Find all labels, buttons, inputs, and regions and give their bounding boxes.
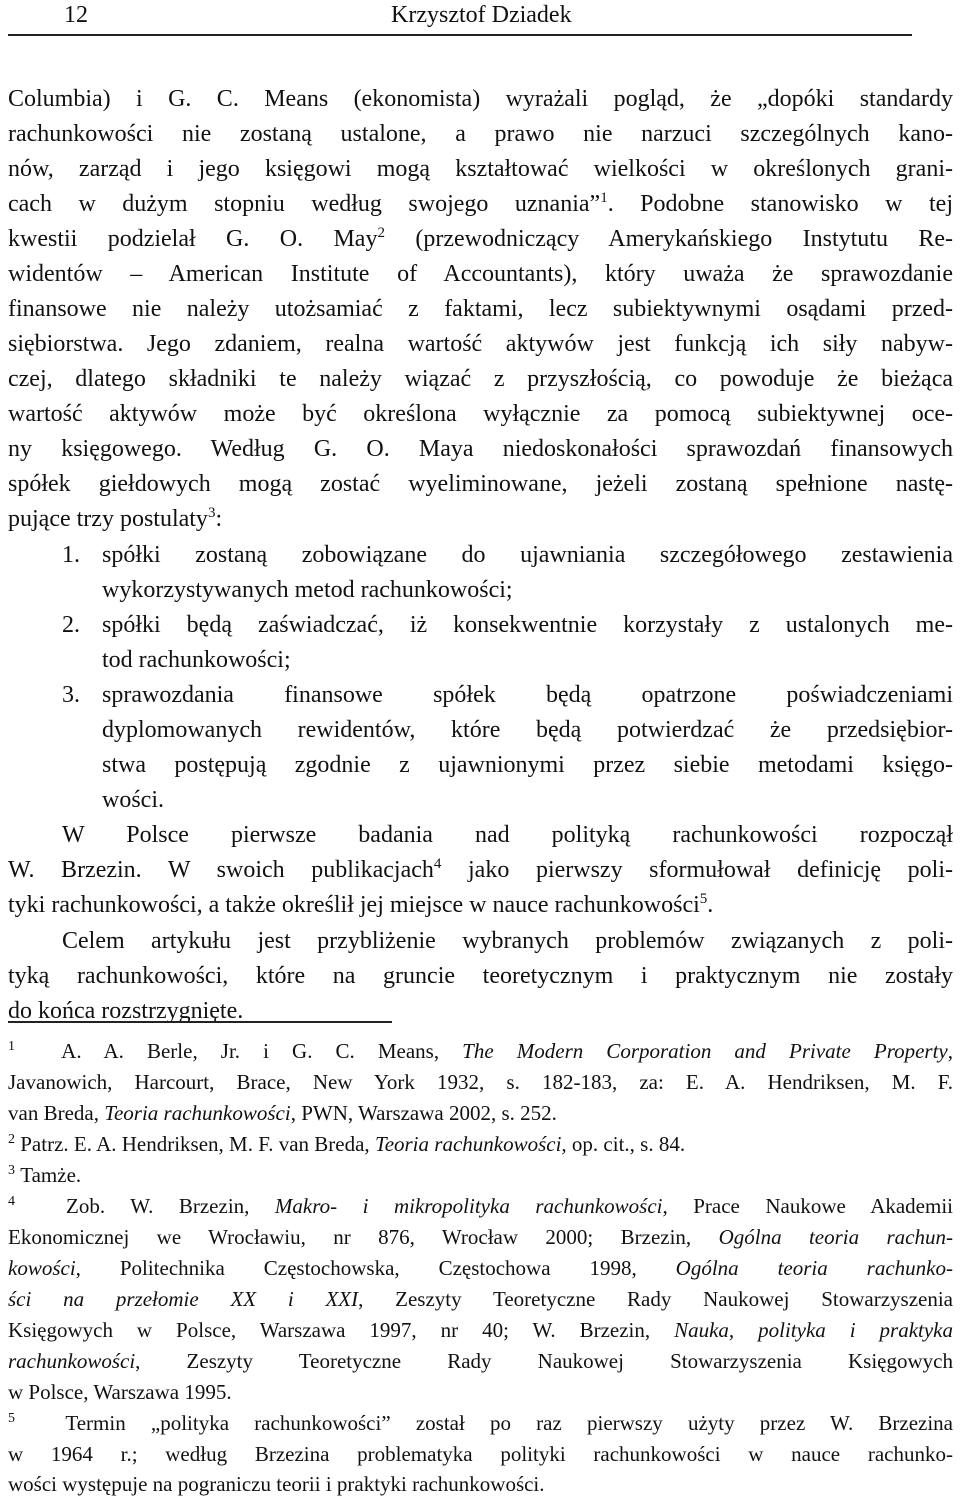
body-line: rachunkowości nie zostaną ustalone, a prawo nie narzuci szczególnych kano- — [8, 121, 953, 147]
body-line: siębiorstwa. Jego zdaniem, realna wartość aktywów jest funkcją ich siły nabyw- — [8, 331, 953, 357]
footnote-line: wości występuje na pograniczu teorii i praktyki rachunkowości. — [8, 1472, 545, 1496]
text-span: , Prace Naukowe Akademii — [662, 1194, 954, 1218]
list-number: 1. — [62, 542, 80, 568]
footnote-line — [8, 1253, 953, 1283]
text-span: , — [947, 1039, 953, 1063]
list-item-line: stwa postępują zgodnie z ujawnionymi przez siebie metodami księgo- — [102, 752, 953, 778]
footnote-ref-1[interactable]: 1 — [600, 190, 608, 206]
body-line: wartość aktywów może być określona wyłącznie za pomocą subiektywnej oce- — [8, 401, 953, 427]
footnote-ref-4[interactable]: 4 — [433, 856, 442, 872]
list-item-line: wości. — [102, 787, 164, 813]
text-span: , Zeszyty Teoretyczne Rady Naukowej Stowarzyszenia — [358, 1287, 953, 1311]
italic-title: Ogólna teoria rachun- — [718, 1225, 953, 1249]
footnote-1 — [8, 1036, 953, 1066]
footnote-4 — [8, 1191, 953, 1221]
body-line: Celem artykułu jest przybliżenie wybranych problemów związanych z poli- — [62, 928, 953, 954]
italic-title: kowości — [8, 1256, 76, 1280]
text-span: , PWN, Warszawa 2002, s. 252. — [290, 1101, 557, 1125]
running-author: Krzysztof Dziadek — [391, 2, 572, 28]
body-line: finansowe nie należy utożsamiać z faktami, lecz subiektywnymi osądami przed- — [8, 296, 953, 322]
italic-title: ści na przełomie XX i XXI — [8, 1287, 359, 1311]
list-item-line: sprawozdania finansowe spółek będą opatrzone poświadczeniami — [102, 682, 953, 708]
footnote-marker: 2 — [8, 1132, 15, 1147]
text-span: Termin „polityka rachunkowości” został po raz pierwszy użyty przez W. Brzezina — [65, 1411, 953, 1435]
footnote-separator — [8, 1021, 392, 1023]
text-span: Ekonomicznej we Wrocławiu, nr 876, Wrocław 2000; Brzezin, — [8, 1225, 719, 1249]
body-line — [8, 502, 953, 536]
footnote-line — [8, 1315, 953, 1345]
italic-title: Nauka, polityka i praktyka — [674, 1318, 953, 1342]
text-span: , Zeszyty Teoretyczne Rady Naukowej Stowarzyszenia Księgowych — [135, 1349, 953, 1373]
text-span: op. cit., s. 84. — [566, 1132, 686, 1156]
text-span: . Podobne stanowisko w tej — [607, 191, 953, 217]
footnote-line — [8, 1346, 953, 1376]
text-span: . — [707, 892, 714, 918]
text-span: pujące trzy postulaty — [8, 506, 208, 532]
body-line — [8, 888, 953, 922]
body-line — [8, 187, 953, 221]
list-item-line: tod rachunkowości; — [102, 647, 291, 673]
body-line: Columbia) i G. C. Means (ekonomista) wyrażali pogląd, że „dopóki standardy — [8, 86, 953, 112]
footnote-line: w Polsce, Warszawa 1995. — [8, 1380, 232, 1404]
footnote-ref-5[interactable]: 5 — [699, 891, 708, 907]
text-span: Tamże. — [20, 1163, 82, 1187]
italic-title: Ogólna teoria rachunko- — [675, 1256, 953, 1280]
text-span: Zob. W. Brzezin, — [66, 1194, 275, 1218]
text-span: A. A. Berle, Jr. i G. C. Means, — [61, 1039, 463, 1063]
italic-title: rachunkowości — [8, 1349, 136, 1373]
footnote-line — [8, 1222, 953, 1252]
footnote-2 — [8, 1129, 953, 1159]
body-line: W Polsce pierwsze badania nad polityką rachunkowości rozpoczął — [62, 822, 953, 848]
page-number: 12 — [64, 2, 88, 28]
text-span: Księgowych w Polsce, Warszawa 1997, nr 40; W. Brzezin, — [8, 1318, 675, 1342]
text-span: van Breda, — [8, 1101, 105, 1125]
text-span: cach w dużym stopniu według swojego uznania” — [8, 191, 601, 217]
body-line: widentów – American Institute of Accountants), który uważa że sprawozdanie — [8, 261, 953, 287]
footnote-line: w 1964 r.; według Brzezina problematyka polityki rachunkowości w nauce rachunko- — [8, 1442, 953, 1466]
text-span: tyki rachunkowości, a także określił jej miejsce w nauce rachunkowości — [8, 892, 700, 918]
footnote-ref-3[interactable]: 3 — [207, 505, 216, 521]
list-item-line: spółki zostaną zobowiązane do ujawniania szczegółowego zestawienia — [102, 542, 953, 568]
list-item-line: spółki będą zaświadczać, iż konsekwentnie korzystały z ustalonych me- — [102, 612, 953, 638]
body-line: czej, dlatego składniki te należy wiązać z przyszłością, co powoduje że bieżąca — [8, 366, 953, 392]
italic-title: Makro- i mikropolityka rachunkowości — [274, 1194, 663, 1218]
text-span: : — [215, 506, 223, 532]
body-line: do końca rozstrzygnięte. — [8, 998, 244, 1024]
body-line — [8, 853, 953, 887]
list-number: 3. — [62, 682, 80, 708]
footnote-ref-2[interactable]: 2 — [377, 225, 385, 241]
footnote-5 — [8, 1408, 953, 1438]
footnote-marker: 4 — [8, 1194, 15, 1209]
running-header — [8, 0, 912, 36]
footnote-line — [8, 1284, 953, 1314]
body-line: ny księgowego. Według G. O. Maya niedoskonałości sprawozdań finansowych — [8, 436, 953, 462]
footnote-3 — [8, 1160, 953, 1190]
text-span: , Politechnika Częstochowska, Częstochowa 1998, — [75, 1256, 676, 1280]
list-number: 2. — [62, 612, 80, 638]
text-span: Patrz. E. A. Hendriksen, M. F. van Breda, — [20, 1132, 375, 1156]
body-line: spółek giełdowych mogą zostać wyeliminowane, jeżeli zostaną spełnione nastę- — [8, 471, 953, 497]
list-item-line: wykorzystywanych metod rachunkowości; — [102, 577, 513, 603]
italic-title: The Modern Corporation and Private Property — [462, 1039, 948, 1063]
footnote-marker: 1 — [8, 1039, 15, 1054]
footnote-line — [8, 1098, 953, 1128]
footnote-line: Javanowich, Harcourt, Brace, New York 1932, s. 182-183, za: E. A. Hendriksen, M. F. — [8, 1070, 953, 1094]
text-span: kwestii podzielał G. O. May — [8, 226, 378, 252]
body-line — [8, 222, 953, 256]
body-line: nów, zarząd i jego księgowi mogą kształtować wielkości w określonych grani- — [8, 156, 953, 182]
italic-title: Teoria rachunkowości, — [374, 1132, 567, 1156]
italic-title: Teoria rachunkowości — [104, 1101, 291, 1125]
text-span: jako pierwszy sformułował definicję poli- — [441, 857, 953, 883]
text-span: W. Brzezin. W swoich publikacjach — [8, 857, 434, 883]
list-item-line: dyplomowanych rewidentów, które będą potwierdzać że przedsiębior- — [102, 717, 953, 743]
text-span: (przewodniczący Amerykańskiego Instytutu Re- — [384, 226, 953, 252]
body-line: tyką rachunkowości, które na gruncie teoretycznym i praktycznym nie zostały — [8, 963, 953, 989]
footnote-marker: 3 — [8, 1163, 15, 1178]
footnote-marker: 5 — [8, 1411, 15, 1426]
